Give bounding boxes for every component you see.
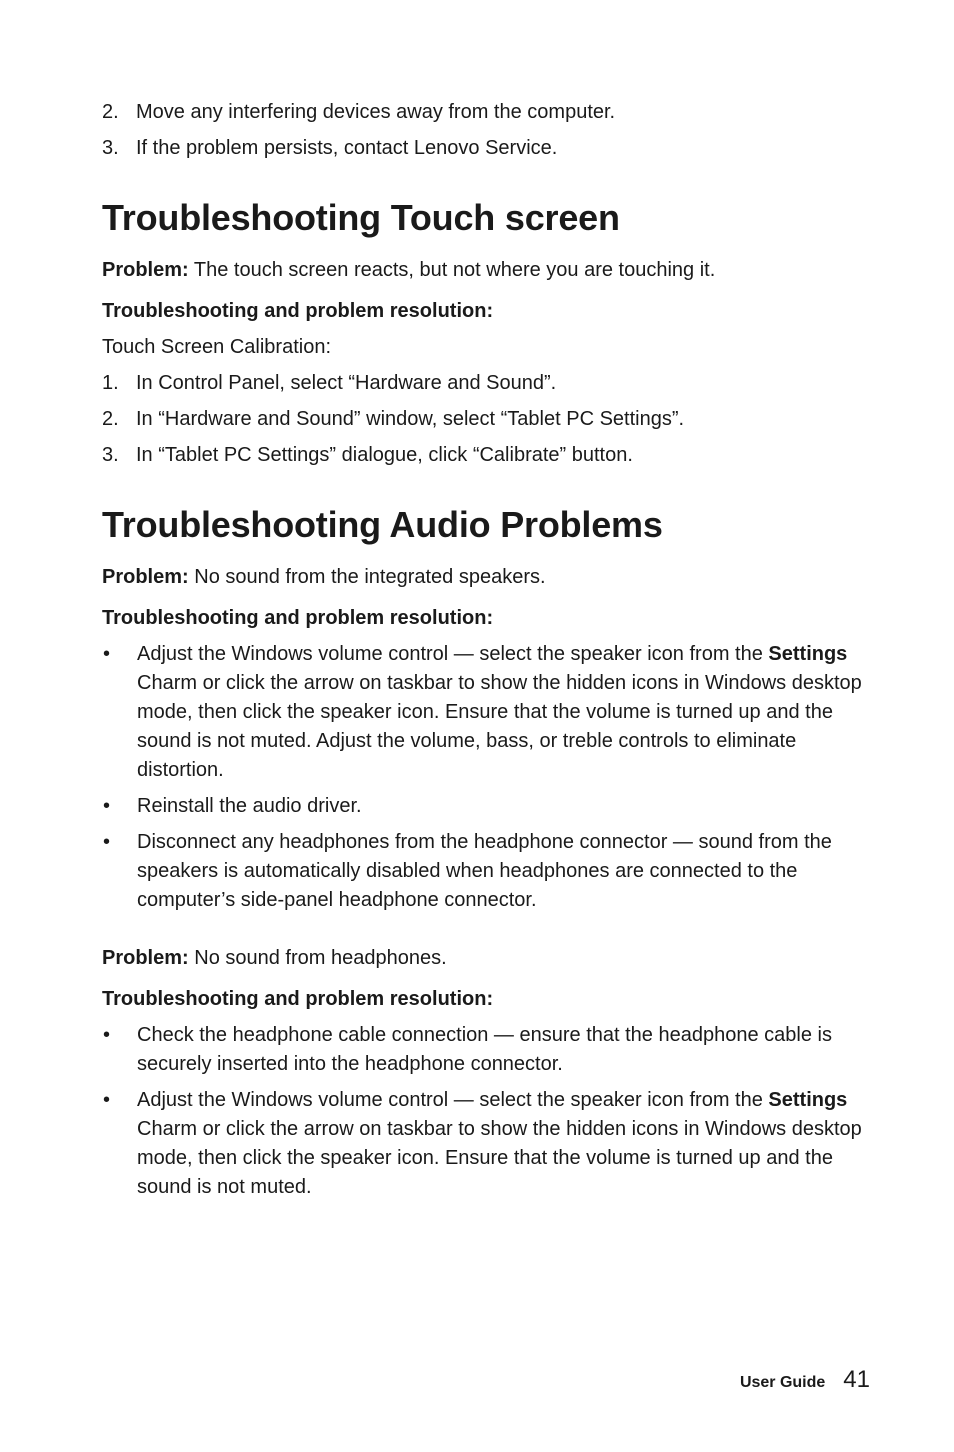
list-item [102, 441, 877, 470]
settings-term: Settings [768, 643, 848, 665]
resolution-heading: Troubleshooting and problem resolution: [102, 300, 494, 322]
bullet-text: Disconnect any headphones from the headphone connector — sound from the speakers is automatically disabled when headphones are connected to the computer’s side-panel headphone connector. [137, 831, 832, 911]
problem-text: The touch screen reacts, but not where you are touching it. [188, 259, 716, 281]
bullet-text [137, 1086, 877, 1202]
bullet-item [102, 640, 877, 785]
list-text: In Control Panel, select “Hardware and Sound”. [136, 372, 557, 394]
bullet-icon: • [103, 1089, 111, 1111]
bullet-text: Reinstall the audio driver. [137, 795, 362, 817]
calibration-label: Touch Screen Calibration: [102, 336, 332, 358]
list-item [102, 98, 877, 127]
page-number: 41 [843, 1366, 870, 1393]
bullet-item [102, 1086, 877, 1202]
footer-label: User Guide [739, 1374, 826, 1391]
list-text: In “Hardware and Sound” window, select “Tablet PC Settings”. [136, 408, 685, 430]
resolution-heading: Troubleshooting and problem resolution: [102, 988, 494, 1010]
bullet-text-part: Adjust the Windows volume control — select the speaker icon from the [137, 1089, 769, 1111]
bullet-icon: • [103, 831, 111, 853]
problem-label: Problem: [102, 947, 189, 969]
bullet-item [102, 828, 877, 915]
problem-label: Problem: [102, 566, 189, 588]
list-item [102, 369, 877, 398]
list-text: Move any interfering devices away from the computer. [136, 101, 616, 123]
problem-statement [102, 944, 877, 973]
resolution-heading: Troubleshooting and problem resolution: [102, 607, 494, 629]
bullet-item [102, 792, 877, 821]
list-number: 2. [102, 408, 119, 430]
document-page [102, 98, 877, 1209]
list-number: 1. [102, 372, 119, 394]
list-number: 2. [102, 101, 119, 123]
bullet-text-part: Adjust the Windows volume control — select the speaker icon from the [137, 643, 769, 665]
list-text: In “Tablet PC Settings” dialogue, click “Calibrate” button. [136, 444, 633, 466]
list-number: 3. [102, 137, 119, 159]
problem-label: Problem: [102, 259, 189, 281]
page-footer [740, 1366, 870, 1394]
problem-text: No sound from the integrated speakers. [188, 566, 546, 588]
problem-statement [102, 256, 877, 285]
bullet-text-part: Charm or click the arrow on taskbar to show the hidden icons in Windows desktop mode, then click the speaker icon. Ensure that the volume is turned up and the sound is not muted. [137, 1118, 862, 1198]
list-number: 3. [102, 444, 119, 466]
bullet-item [102, 1021, 877, 1079]
bullet-icon: • [103, 795, 111, 817]
list-item [102, 405, 877, 434]
section-heading-touch: Troubleshooting Touch screen [102, 197, 620, 238]
section-heading-audio: Troubleshooting Audio Problems [102, 504, 663, 545]
problem-text: No sound from headphones. [188, 947, 447, 969]
bullet-icon: • [103, 1024, 111, 1046]
problem-statement [102, 563, 877, 592]
list-text: If the problem persists, contact Lenovo Service. [136, 137, 558, 159]
settings-term: Settings [768, 1089, 848, 1111]
bullet-text [137, 640, 877, 785]
bullet-text: Check the headphone cable connection — ensure that the headphone cable is securely inserted into the headphone connector. [137, 1024, 832, 1075]
list-item [102, 134, 877, 163]
bullet-icon: • [103, 643, 111, 665]
bullet-text-part: Charm or click the arrow on taskbar to show the hidden icons in Windows desktop mode, then click the speaker icon. Ensure that the volume is turned up and the sound is not muted. Adjust the volume, bass, or treble controls to eliminate distortion. [137, 672, 862, 781]
